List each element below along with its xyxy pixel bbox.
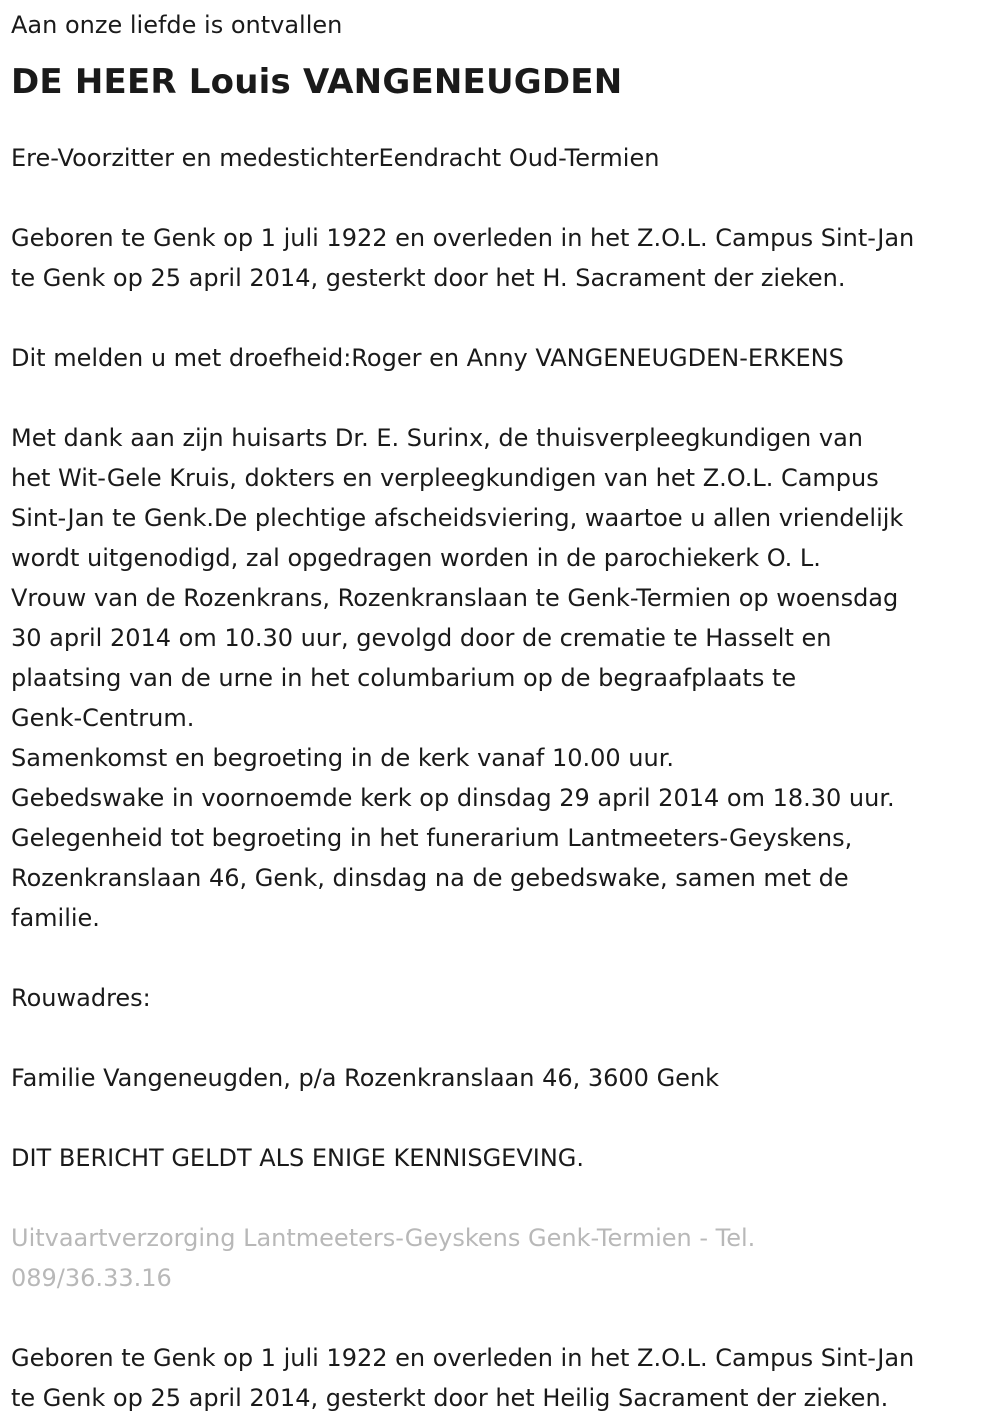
spacer [11, 378, 993, 418]
spacer [11, 1178, 993, 1218]
thanks-paragraph [11, 418, 993, 938]
notice-statement: DIT BERICHT GELDT ALS ENIGE KENNISGEVING. [11, 1144, 585, 1172]
spacer [11, 1018, 993, 1058]
thanks-line: Vrouw van de Rozenkrans, Rozenkranslaan te Genk-Termien op woensdag [11, 584, 899, 612]
birth-paragraph [11, 218, 993, 298]
thanks-line: familie. [11, 904, 100, 932]
birth-paragraph-repeat [11, 1338, 993, 1418]
address-text: Familie Vangeneugden, p/a Rozenkranslaan 46, 3600 Genk [11, 1064, 720, 1092]
intro-text: Aan onze liefde is ontvallen [11, 11, 343, 39]
deceased-title: Ere-Voorzitter en medestichterEendracht Oud-Termien [11, 144, 660, 172]
birth-line: te Genk op 25 april 2014, gesterkt door het H. Sacrament der zieken. [11, 264, 846, 292]
thanks-line: Samenkomst en begroeting in de kerk vanaf 10.00 uur. [11, 744, 675, 772]
undertaker-info [11, 1218, 993, 1298]
thanks-line: het Wit-Gele Kruis, dokters en verpleegkundigen van het Z.O.L. Campus [11, 464, 879, 492]
undertaker-line: Uitvaartverzorging Lantmeeters-Geyskens Genk-Termien - Tel. [11, 1224, 756, 1252]
thanks-line: 30 april 2014 om 10.30 uur, gevolgd door de crematie te Hasselt en [11, 624, 832, 652]
obituary-notice [11, 6, 993, 1418]
thanks-line: Sint-Jan te Genk.De plechtige afscheidsviering, waartoe u allen vriendelijk [11, 504, 904, 532]
spacer [11, 298, 993, 338]
thanks-line: Rozenkranslaan 46, Genk, dinsdag na de gebedswake, samen met de [11, 864, 849, 892]
birth-line: te Genk op 25 april 2014, gesterkt door het Heilig Sacrament der zieken. [11, 1384, 889, 1412]
spacer [11, 938, 993, 978]
birth-line: Geboren te Genk op 1 juli 1922 en overleden in het Z.O.L. Campus Sint-Jan [11, 1344, 915, 1372]
thanks-line: Gebedswake in voornoemde kerk op dinsdag 29 april 2014 om 18.30 uur. [11, 784, 895, 812]
thanks-line: Met dank aan zijn huisarts Dr. E. Surinx, de thuisverpleegkundigen van [11, 424, 863, 452]
thanks-line: wordt uitgenodigd, zal opgedragen worden in de parochiekerk O. L. [11, 544, 821, 572]
spacer [11, 1298, 993, 1338]
spacer [11, 1098, 993, 1138]
undertaker-line: 089/36.33.16 [11, 1264, 172, 1292]
thanks-line: Genk-Centrum. [11, 704, 195, 732]
thanks-line: Gelegenheid tot begroeting in het funerarium Lantmeeters-Geyskens, [11, 824, 853, 852]
birth-line: Geboren te Genk op 1 juli 1922 en overleden in het Z.O.L. Campus Sint-Jan [11, 224, 915, 252]
address-label: Rouwadres: [11, 984, 151, 1012]
spacer [11, 178, 993, 218]
thanks-line: plaatsing van de urne in het columbarium op de begraafplaats te [11, 664, 797, 692]
deceased-name: DE HEER Louis VANGENEUGDEN [11, 62, 623, 102]
announcers-text: Dit melden u met droefheid:Roger en Anny VANGENEUGDEN-ERKENS [11, 344, 844, 372]
